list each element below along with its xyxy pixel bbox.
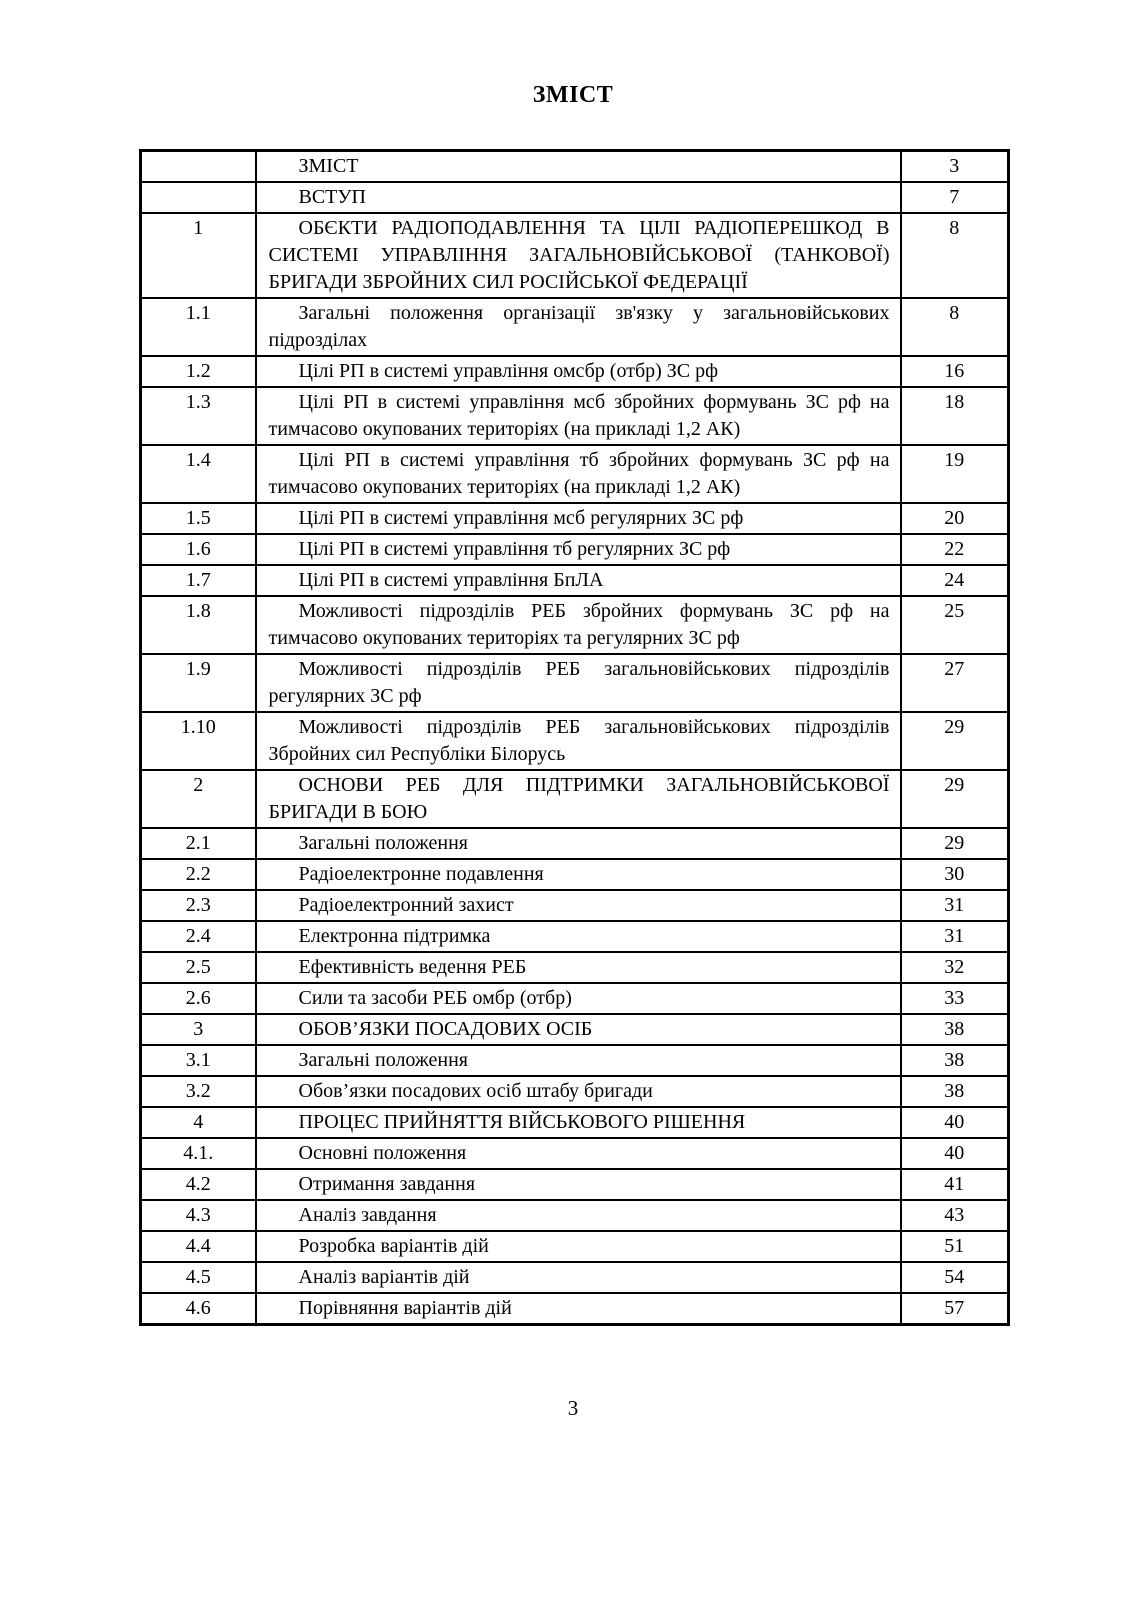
toc-row-title: Розробка варіантів дій (256, 1231, 901, 1262)
toc-row (141, 828, 1009, 859)
toc-row-number: 4 (141, 1107, 256, 1138)
toc-row (141, 565, 1009, 596)
toc-row-title: Можливості підрозділів РЕБ загальновійськових підрозділів регулярних ЗС рф (256, 654, 901, 712)
toc-row-page: 32 (901, 952, 1009, 983)
toc-row-title: Ефективність ведення РЕБ (256, 952, 901, 983)
toc-row-page: 38 (901, 1076, 1009, 1107)
toc-row-title: Отримання завдання (256, 1169, 901, 1200)
toc-row-title: Сили та засоби РЕБ омбр (отбр) (256, 983, 901, 1014)
toc-row-number: 1.9 (141, 654, 256, 712)
toc-row-number: 3.1 (141, 1045, 256, 1076)
toc-table (139, 149, 1010, 1326)
toc-row-page: 29 (901, 712, 1009, 770)
toc-row (141, 770, 1009, 828)
toc-row-title: ЗМІСТ (256, 151, 901, 183)
toc-row-page: 54 (901, 1262, 1009, 1293)
toc-row-number: 4.5 (141, 1262, 256, 1293)
toc-row-page: 33 (901, 983, 1009, 1014)
toc-row-number: 1.3 (141, 387, 256, 445)
toc-row (141, 182, 1009, 213)
toc-row-title: Цілі РП в системі управління тб регулярних ЗС рф (256, 534, 901, 565)
toc-row (141, 859, 1009, 890)
toc-row-title: Загальні положення організації зв'язку у загальновійськових підрозділах (256, 298, 901, 356)
toc-row-title: Можливості підрозділів РЕБ збройних формувань ЗС рф на тимчасово окупованих територіях та регулярних ЗС рф (256, 596, 901, 654)
toc-row-number: 2.3 (141, 890, 256, 921)
toc-row (141, 1262, 1009, 1293)
document-title: ЗМІСТ (532, 82, 614, 108)
toc-row-number (141, 182, 256, 213)
toc-row-title: Загальні положення (256, 828, 901, 859)
toc-row (141, 1169, 1009, 1200)
toc-row-page: 43 (901, 1200, 1009, 1231)
toc-row (141, 503, 1009, 534)
toc-row (141, 1076, 1009, 1107)
toc-row (141, 1138, 1009, 1169)
toc-row-number: 4.4 (141, 1231, 256, 1262)
toc-row-page: 3 (901, 151, 1009, 183)
toc-row-number: 2.4 (141, 921, 256, 952)
toc-row-number: 2 (141, 770, 256, 828)
toc-row (141, 654, 1009, 712)
toc-row-page: 38 (901, 1014, 1009, 1045)
toc-row (141, 1107, 1009, 1138)
toc-row-page: 31 (901, 890, 1009, 921)
toc-row-page: 18 (901, 387, 1009, 445)
toc-row-number (141, 151, 256, 183)
toc-row-page: 31 (901, 921, 1009, 952)
toc-row-page: 25 (901, 596, 1009, 654)
toc-row (141, 298, 1009, 356)
toc-row (141, 1293, 1009, 1325)
toc-row (141, 1014, 1009, 1045)
toc-row-title: ОБЄКТИ РАДІОПОДАВЛЕННЯ ТА ЦІЛІ РАДІОПЕРЕШКОД В СИСТЕМІ УПРАВЛІННЯ ЗАГАЛЬНОВІЙСЬКОВОЇ (ТАНКОВОЇ) БРИГАДИ ЗБРОЙНИХ СИЛ РОСІЙСЬКОЇ ФЕДЕРАЦІЇ (256, 213, 901, 298)
toc-row-page: 22 (901, 534, 1009, 565)
toc-row-number: 3.2 (141, 1076, 256, 1107)
page-number-footer: 3 (567, 1396, 579, 1420)
toc-row-number: 2.1 (141, 828, 256, 859)
toc-row-number: 1 (141, 213, 256, 298)
toc-row-page: 40 (901, 1107, 1009, 1138)
toc-row (141, 1045, 1009, 1076)
toc-row (141, 387, 1009, 445)
toc-row (141, 534, 1009, 565)
toc-row-title: Цілі РП в системі управління мсб регулярних ЗС рф (256, 503, 901, 534)
toc-row-number: 4.3 (141, 1200, 256, 1231)
toc-row-title: Електронна підтримка (256, 921, 901, 952)
toc-row-title: Цілі РП в системі управління мсб збройних формувань ЗС рф на тимчасово окупованих територіях (на прикладі 1,2 АК) (256, 387, 901, 445)
toc-row-page: 8 (901, 213, 1009, 298)
toc-row-page: 29 (901, 828, 1009, 859)
toc-row-page: 41 (901, 1169, 1009, 1200)
toc-row-number: 1.10 (141, 712, 256, 770)
toc-row-title: Цілі РП в системі управління тб збройних формувань ЗС рф на тимчасово окупованих територіях (на прикладі 1,2 АК) (256, 445, 901, 503)
toc-row (141, 712, 1009, 770)
toc-row-number: 4.2 (141, 1169, 256, 1200)
toc-row-number: 1.1 (141, 298, 256, 356)
toc-row-number: 2.2 (141, 859, 256, 890)
toc-row-page: 57 (901, 1293, 1009, 1325)
toc-row (141, 952, 1009, 983)
toc-row-page: 19 (901, 445, 1009, 503)
toc-row-title: ВСТУП (256, 182, 901, 213)
toc-row-page: 8 (901, 298, 1009, 356)
toc-row-number: 4.1. (141, 1138, 256, 1169)
toc-row-number: 1.4 (141, 445, 256, 503)
toc-row-page: 16 (901, 356, 1009, 387)
toc-row-page: 51 (901, 1231, 1009, 1262)
toc-row (141, 213, 1009, 298)
toc-row (141, 1231, 1009, 1262)
toc-row-number: 3 (141, 1014, 256, 1045)
toc-row-title: Обов’язки посадових осіб штабу бригади (256, 1076, 901, 1107)
toc-row-number: 1.7 (141, 565, 256, 596)
toc-row (141, 356, 1009, 387)
toc-row-page: 38 (901, 1045, 1009, 1076)
toc-row-title: Цілі РП в системі управління омсбр (отбр) ЗС рф (256, 356, 901, 387)
toc-row-title: ПРОЦЕС ПРИЙНЯТТЯ ВІЙСЬКОВОГО РІШЕННЯ (256, 1107, 901, 1138)
toc-row (141, 983, 1009, 1014)
toc-row-page: 40 (901, 1138, 1009, 1169)
toc-row-page: 20 (901, 503, 1009, 534)
toc-row-title: ОСНОВИ РЕБ ДЛЯ ПІДТРИМКИ ЗАГАЛЬНОВІЙСЬКОВОЇ БРИГАДИ В БОЮ (256, 770, 901, 828)
toc-row-page: 27 (901, 654, 1009, 712)
toc-row-title: Радіоелектронне подавлення (256, 859, 901, 890)
toc-row-title: Аналіз варіантів дій (256, 1262, 901, 1293)
toc-row-title: Загальні положення (256, 1045, 901, 1076)
toc-row-title: Основні положення (256, 1138, 901, 1169)
toc-row-title: ОБОВ’ЯЗКИ ПОСАДОВИХ ОСІБ (256, 1014, 901, 1045)
toc-row-page: 24 (901, 565, 1009, 596)
toc-row-page: 29 (901, 770, 1009, 828)
toc-row (141, 151, 1009, 183)
toc-row-page: 30 (901, 859, 1009, 890)
toc-row-number: 2.5 (141, 952, 256, 983)
toc-row-page: 7 (901, 182, 1009, 213)
toc-row (141, 921, 1009, 952)
toc-row-title: Порівняння варіантів дій (256, 1293, 901, 1325)
toc-row (141, 1200, 1009, 1231)
toc-row-number: 2.6 (141, 983, 256, 1014)
toc-row-number: 1.2 (141, 356, 256, 387)
toc-row (141, 890, 1009, 921)
toc-row (141, 445, 1009, 503)
toc-row-title: Цілі РП в системі управління БпЛА (256, 565, 901, 596)
toc-row-title: Можливості підрозділів РЕБ загальновійськових підрозділів Збройних сил Республіки Білорусь (256, 712, 901, 770)
toc-row-number: 1.6 (141, 534, 256, 565)
toc-row-number: 1.5 (141, 503, 256, 534)
toc-row-title: Радіоелектронний захист (256, 890, 901, 921)
toc-row (141, 596, 1009, 654)
toc-row-number: 1.8 (141, 596, 256, 654)
toc-row-number: 4.6 (141, 1293, 256, 1325)
toc-row-title: Аналіз завдання (256, 1200, 901, 1231)
